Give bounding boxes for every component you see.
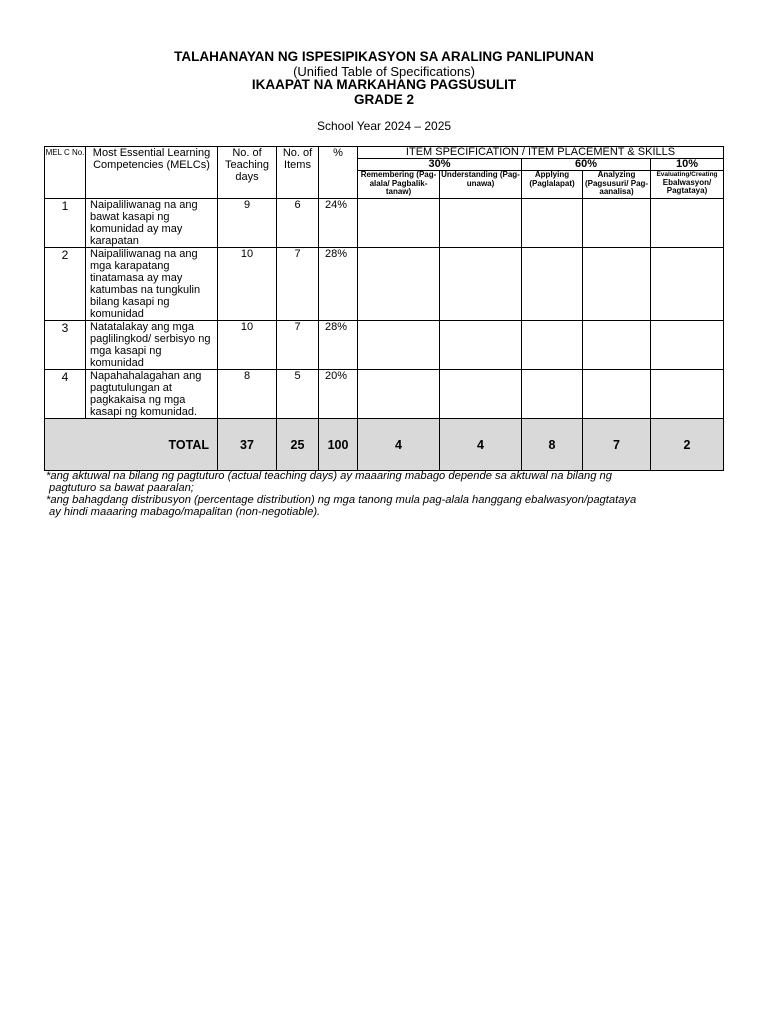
empty-cell xyxy=(522,199,583,248)
empty-cell xyxy=(651,248,724,321)
items-value: 5 xyxy=(277,370,319,419)
col-header-melc-no: MEL C No. xyxy=(45,147,86,199)
footnote-1-line-2: pagtuturo sa bawat paaralan; xyxy=(49,482,194,494)
table-row xyxy=(45,199,724,248)
total-row xyxy=(45,419,724,471)
pct-60-header: 60% xyxy=(522,159,651,171)
total-percent: 100 xyxy=(319,419,358,471)
percent-value: 28% xyxy=(319,321,358,370)
footnote-1-line-1: *ang aktuwal na bilang ng pagtuturo (actual teaching days) ay maaaring mabago depende sa aktuwal na bilang ng xyxy=(46,470,612,482)
empty-cell xyxy=(583,199,651,248)
empty-cell xyxy=(440,370,522,419)
skill-analyzing: Analyzing (Pagsusuri/ Pag-aanalisa) xyxy=(583,171,651,199)
empty-cell xyxy=(522,370,583,419)
teaching-days-value: 9 xyxy=(218,199,277,248)
melc-text: Natatalakay ang mga paglilingkod/ serbisyo ng mga kasapi ng komunidad xyxy=(86,321,218,370)
empty-cell xyxy=(358,199,440,248)
skill-evaluating-label: Ebalwasyon/ Pagtataya) xyxy=(662,177,712,195)
total-label: TOTAL xyxy=(45,419,218,471)
items-value: 7 xyxy=(277,248,319,321)
quarter-heading: IKAAPAT NA MARKAHANG PAGSUSULIT xyxy=(251,77,517,92)
skill-understanding: Understanding (Pag-unawa) xyxy=(440,171,522,199)
empty-cell xyxy=(440,321,522,370)
total-items: 25 xyxy=(277,419,319,471)
melc-text: Naipaliliwanag na ang bawat kasapi ng komunidad ay may karapatan xyxy=(86,199,218,248)
empty-cell xyxy=(651,199,724,248)
percent-value: 24% xyxy=(319,199,358,248)
header-row-1 xyxy=(45,147,724,159)
skill-evaluating-top: Evaluating/Creating xyxy=(656,171,718,178)
total-teaching-days: 37 xyxy=(218,419,277,471)
skill-remembering: Remembering (Pag-alala/ Pagbalik-tanaw) xyxy=(358,171,440,199)
total-analyzing: 7 xyxy=(583,419,651,471)
table-row xyxy=(45,321,724,370)
grade-heading: GRADE 2 xyxy=(353,92,414,107)
empty-cell xyxy=(583,321,651,370)
items-value: 7 xyxy=(277,321,319,370)
percent-value: 28% xyxy=(319,248,358,321)
items-value: 6 xyxy=(277,199,319,248)
total-understanding: 4 xyxy=(440,419,522,471)
col-header-melcs: Most Essential Learning Competencies (MELCs) xyxy=(86,147,218,199)
empty-cell xyxy=(651,321,724,370)
col-header-percent: % xyxy=(319,147,358,199)
melc-text: Napahahalagahan ang pagtutulungan at pagkakaisa ng mga kasapi ng komunidad. xyxy=(86,370,218,419)
melc-number: 2 xyxy=(45,248,86,321)
melc-number: 1 xyxy=(45,199,86,248)
empty-cell xyxy=(522,321,583,370)
total-applying: 8 xyxy=(522,419,583,471)
empty-cell xyxy=(358,321,440,370)
pct-30-header: 30% xyxy=(358,159,522,171)
document-subtitle: (Unified Table of Specifications) xyxy=(293,64,475,79)
teaching-days-value: 8 xyxy=(218,370,277,419)
specification-table xyxy=(44,146,724,471)
col-header-items: No. of Items xyxy=(277,147,319,199)
skill-evaluating xyxy=(651,171,724,199)
empty-cell xyxy=(358,248,440,321)
total-remembering: 4 xyxy=(358,419,440,471)
empty-cell xyxy=(583,370,651,419)
empty-cell xyxy=(522,248,583,321)
footnote-2-line-1: *ang bahagdang distribusyon (percentage distribution) ng mga tanong mula pag-alala hanggang ebalwasyon/pagtataya xyxy=(46,494,637,506)
table-row xyxy=(45,248,724,321)
footnotes xyxy=(46,470,736,518)
col-header-teaching-days: No. of Teaching days xyxy=(218,147,277,199)
empty-cell xyxy=(440,248,522,321)
table-row xyxy=(45,370,724,419)
col-header-item-spec: ITEM SPECIFICATION / ITEM PLACEMENT & SKILLS xyxy=(358,147,724,159)
percent-value: 20% xyxy=(319,370,358,419)
melc-number: 4 xyxy=(45,370,86,419)
total-evaluating: 2 xyxy=(651,419,724,471)
teaching-days-value: 10 xyxy=(218,321,277,370)
teaching-days-value: 10 xyxy=(218,248,277,321)
document-title: TALAHANAYAN NG ISPESIPIKASYON SA ARALING PANLIPUNAN xyxy=(174,49,594,64)
footnote-2-line-2: ay hindi maaaring mabago/mapalitan (non-negotiable). xyxy=(49,506,321,518)
melc-number: 3 xyxy=(45,321,86,370)
empty-cell xyxy=(651,370,724,419)
empty-cell xyxy=(440,199,522,248)
school-year: School Year 2024 – 2025 xyxy=(316,119,452,133)
pct-10-header: 10% xyxy=(651,159,724,171)
skill-applying: Applying (Paglalapat) xyxy=(522,171,583,199)
empty-cell xyxy=(358,370,440,419)
melc-text: Naipaliliwanag na ang mga karapatang tinatamasa ay may katumbas na tungkulin bilang kasapi ng komunidad xyxy=(86,248,218,321)
empty-cell xyxy=(583,248,651,321)
